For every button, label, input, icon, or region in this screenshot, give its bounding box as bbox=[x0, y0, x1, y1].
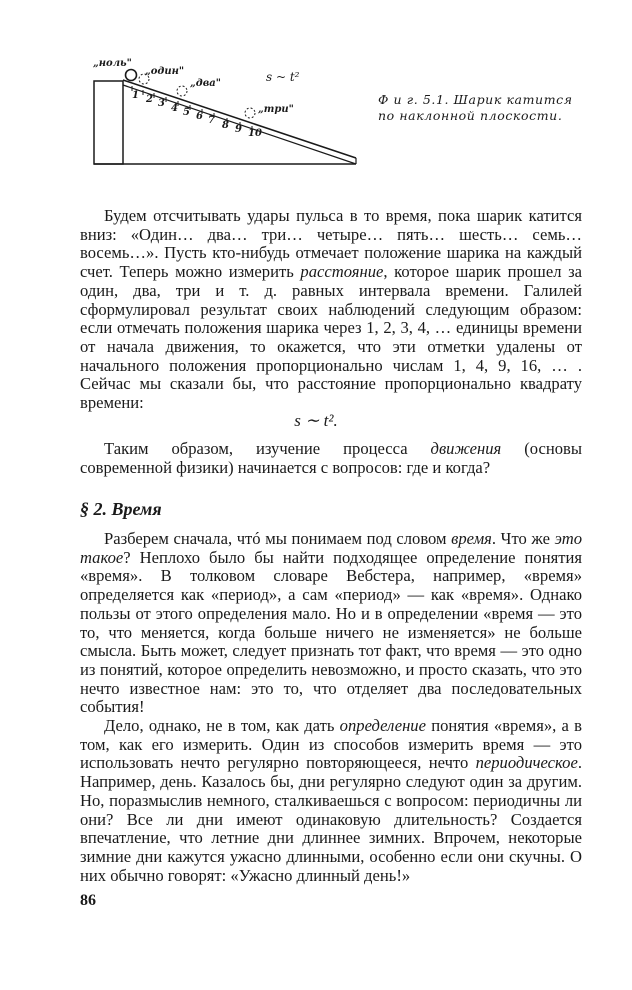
label-three: „три" bbox=[258, 104, 294, 115]
emphasis-what-is-it: это такое bbox=[80, 529, 582, 567]
ball bbox=[126, 70, 137, 81]
paragraph-2-text-b: (основы современной физики) начинается с вопросов: где и когда? bbox=[80, 439, 582, 477]
paragraph-4-text-a: Дело, однако, не в том, как дать bbox=[104, 716, 340, 736]
caption-line-2: по наклонной плоскости. bbox=[378, 108, 563, 123]
paragraph-1-text-b: , которое шарик прошел за один, два, три и т. д. равных интервала времени. Галилей сформулировал результат своих наблюдений следующим образом: если отмечать положения шарика через 1, 2, 3, 4, … единицы времени от начала движения, то окажется, что эти отметки удалены от начального положения пропорционально числам 1, 4, 9, 16, … . Сейчас мы сказали бы, что расстояние пропорционально квадрату времени: bbox=[80, 262, 583, 413]
paragraph-1-text-a: Будем отсчитывать удары пульса в то время, пока шарик катится вниз: «Один… два… три… четыре… пять… шесть… семь… восемь…». Пусть кто-нибудь отмечает положение шарика на каждый счет. Теперь можно измерить bbox=[80, 206, 582, 282]
section-heading: § 2. Время bbox=[80, 499, 162, 519]
inclined-plane-drawing bbox=[80, 50, 380, 180]
mark-10: 10 bbox=[248, 128, 262, 139]
section-body bbox=[80, 530, 582, 885]
mark-2: 2 bbox=[146, 94, 153, 105]
emphasis-distance: расстояние bbox=[300, 262, 384, 282]
label-two: „два" bbox=[190, 78, 221, 89]
emphasis-motion: движения bbox=[430, 439, 502, 458]
paragraph-4-text-b: понятия «время», а в том, как его измерить. Один из способов измерить время — это использовать нечто регулярно повторяющееся, нечто bbox=[80, 716, 582, 773]
support-block bbox=[94, 81, 123, 164]
mark-1: 1 bbox=[132, 90, 139, 101]
mark-4: 4 bbox=[171, 103, 178, 114]
formula-s-t2: s ∼ t². bbox=[294, 411, 338, 430]
mark-3: 3 bbox=[158, 98, 165, 109]
figure-caption bbox=[378, 92, 608, 124]
label-zero: „ноль" bbox=[93, 58, 132, 69]
paragraph-2 bbox=[80, 440, 582, 477]
caption-line-1: Ф и г. 5.1. Шарик катится bbox=[378, 92, 573, 107]
label-one: „один" bbox=[145, 66, 185, 77]
paragraph-1 bbox=[80, 207, 582, 413]
paragraph-2-text-a: Таким образом, изучение процесса bbox=[104, 439, 431, 458]
figure-formula: s ~ t² bbox=[266, 70, 300, 84]
page-number: 86 bbox=[80, 892, 96, 909]
ball-position-two bbox=[177, 86, 187, 96]
paragraph-3-text-b: . Что же bbox=[491, 529, 555, 548]
mark-5: 5 bbox=[183, 107, 190, 118]
paragraph-3-text-a: Разберем сначала, чтó мы понимаем под словом bbox=[104, 529, 452, 548]
paragraph-3 bbox=[80, 530, 582, 717]
inclined-plane bbox=[123, 80, 356, 158]
emphasis-time: время bbox=[451, 529, 492, 548]
mark-8: 8 bbox=[222, 120, 229, 131]
mark-9: 9 bbox=[235, 124, 242, 135]
mark-7: 7 bbox=[208, 115, 215, 126]
paragraph-4-text-c: . Например, день. Казалось бы, дни регулярно следуют один за другим. Но, поразмыслив немного, сталкиваешься с вопросом: периодичны ли они? Все ли дни имеют одинаковую длительность? Создается впечатление, что летние дни длиннее зимних. Впрочем, некоторые зимние дни кажутся ужасно длинными, особенно если они скучны. О них обычно говорят: «Ужасно длинный день!» bbox=[80, 753, 582, 885]
emphasis-periodic: периодическое bbox=[475, 753, 578, 773]
paragraph-4 bbox=[80, 717, 582, 885]
mark-6: 6 bbox=[196, 111, 203, 122]
ball-position-three bbox=[245, 108, 255, 118]
emphasis-definition: определение bbox=[339, 716, 426, 736]
paragraph-3-text-c: ? Неплохо было бы найти подходящее определение понятия «время». В толковом словаре Вебстера, например, «время» определяется как «период», а сам «период» — как «время». Однако пользы от этого определения мало. Но и в определении «время — это то, что меняется, когда больше ничего не изменяется» не больше смысла. Быть может, следует признать тот факт, что время — это одно из понятий, которое определить невозможно, и просто сказать, что это нечто известное нам: это то, что отделяет два последовательных события! bbox=[80, 547, 582, 717]
